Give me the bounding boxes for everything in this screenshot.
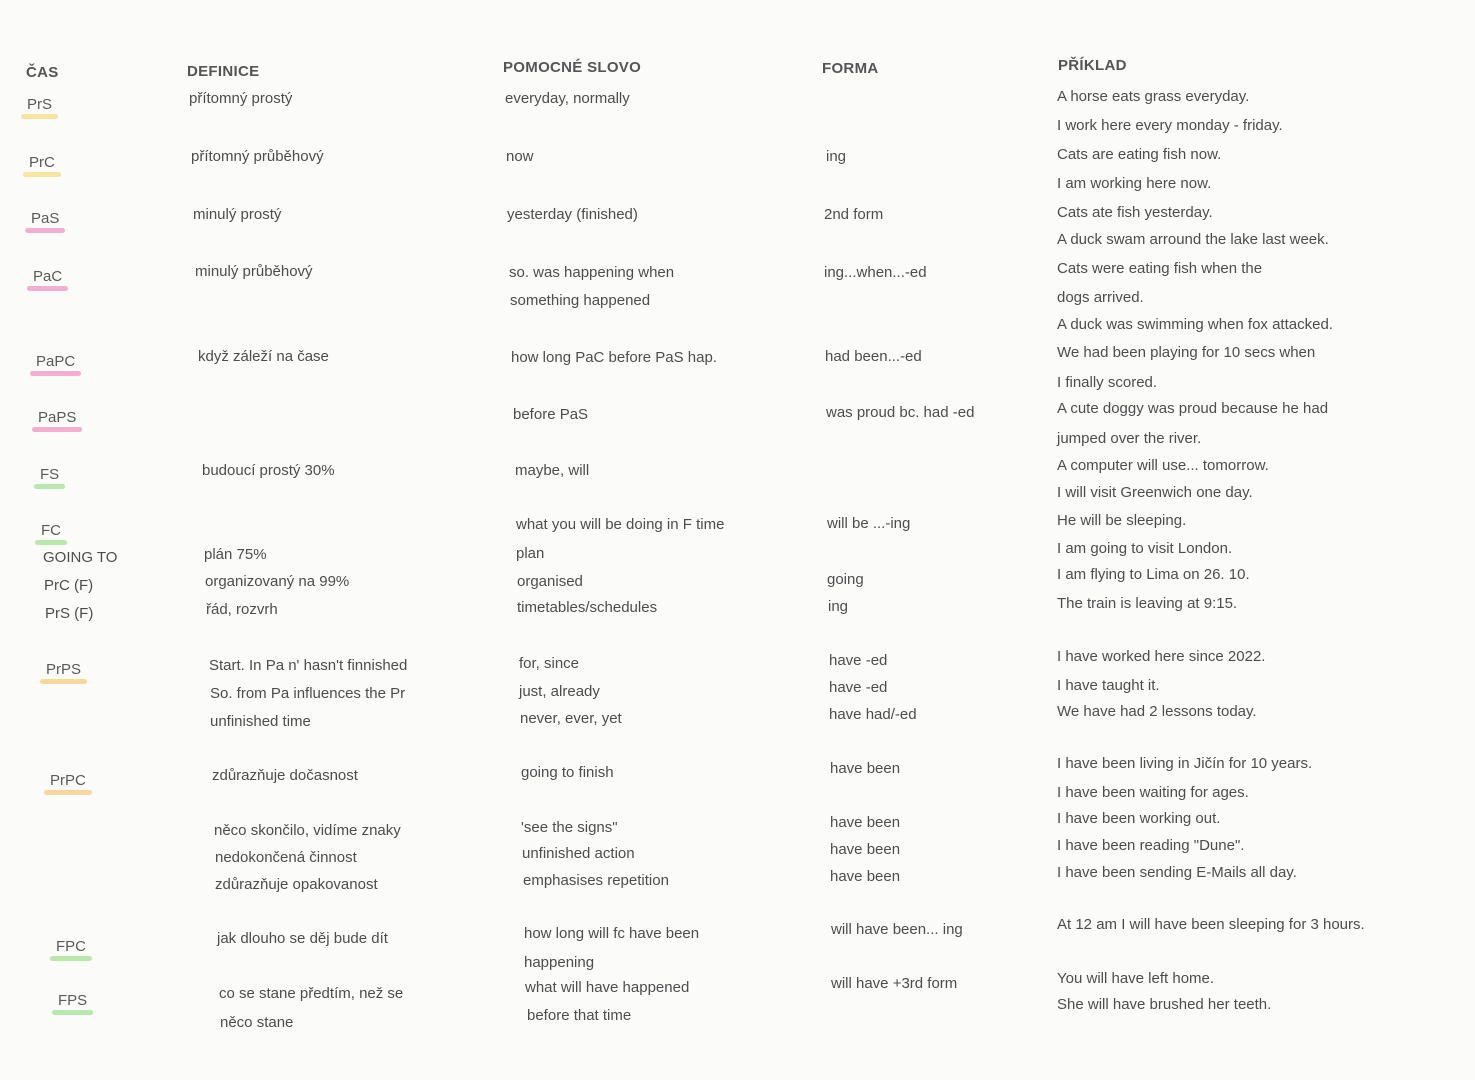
forma-cell: have been: [830, 814, 901, 831]
forma-cell: have been: [830, 841, 901, 858]
pomocne-cell: going to finish: [521, 764, 614, 781]
definice-cell: minulý prostý: [193, 206, 282, 223]
pomocne-cell: 'see the signs": [521, 819, 618, 836]
priklad-cell: A horse eats grass everyday.: [1057, 88, 1250, 105]
definice-cell: něco skončilo, vidíme znaky: [214, 822, 401, 839]
tense-label: PaS: [31, 210, 59, 227]
definice-cell: organizovaný na 99%: [205, 573, 350, 590]
forma-cell: have had/-ed: [829, 706, 917, 723]
definice-cell: když záleží na čase: [198, 348, 329, 365]
definice-cell: jak dlouho se děj bude dít: [217, 930, 388, 947]
definice-cell: řád, rozvrh: [206, 601, 278, 618]
definice-cell: přítomný průběhový: [191, 148, 324, 165]
header-cas: ČAS: [26, 64, 59, 81]
pomocne-cell: unfinished action: [522, 845, 635, 862]
priklad-cell: I have been reading "Dune".: [1057, 837, 1245, 854]
sub-tense-label: PrC (F): [44, 577, 94, 594]
forma-cell: have -ed: [829, 679, 888, 696]
pomocne-cell: so. was happening when: [509, 264, 675, 281]
priklad-cell: A duck swam arround the lake last week.: [1057, 231, 1329, 248]
priklad-cell: I am working here now.: [1057, 175, 1212, 192]
priklad-cell: A duck was swimming when fox attacked.: [1057, 316, 1333, 333]
tense-label: PaC: [33, 268, 62, 285]
highlighter-mark: [32, 427, 82, 432]
definice-cell: co se stane předtím, než se: [219, 985, 404, 1002]
pomocne-cell: how long PaC before PaS hap.: [511, 349, 717, 366]
tense-label: PaPC: [36, 353, 75, 370]
priklad-cell: You will have left home.: [1057, 970, 1215, 987]
header-definice: DEFINICE: [187, 63, 260, 80]
pomocne-cell: happening: [524, 954, 595, 971]
priklad-cell: I have been waiting for ages.: [1057, 784, 1249, 801]
highlighter-mark: [50, 956, 92, 961]
definice-cell: minulý průběhový: [195, 263, 313, 280]
tense-label: PrC: [29, 154, 55, 171]
priklad-cell: jumped over the river.: [1057, 430, 1202, 447]
priklad-cell: At 12 am I will have been sleeping for 3 hours.: [1057, 916, 1365, 933]
highlighter-mark: [25, 228, 65, 233]
forma-cell: ing: [828, 598, 849, 615]
tense-label: FS: [40, 466, 59, 483]
priklad-cell: He will be sleeping.: [1057, 512, 1187, 529]
definice-cell: plán 75%: [204, 546, 267, 563]
definice-cell: zdůrazňuje dočasnost: [212, 767, 358, 784]
forma-cell: ing: [826, 148, 847, 165]
priklad-cell: dogs arrived.: [1057, 289, 1144, 306]
definice-cell: nedokončená činnost: [215, 849, 357, 866]
forma-cell: have been: [830, 760, 901, 777]
pomocne-cell: something happened: [510, 292, 651, 309]
sub-tense-label: GOING TO: [43, 549, 118, 566]
pomocne-cell: before PaS: [513, 406, 589, 423]
highlighter-mark: [44, 790, 92, 795]
priklad-cell: I finally scored.: [1057, 374, 1158, 391]
tense-label: PrPC: [50, 772, 86, 789]
priklad-cell: A cute doggy was proud because he had: [1057, 400, 1329, 417]
priklad-cell: She will have brushed her teeth.: [1057, 996, 1272, 1013]
pomocne-cell: before that time: [527, 1007, 632, 1024]
pomocne-cell: now: [506, 148, 534, 165]
definice-cell: So. from Pa influences the Pr: [210, 685, 406, 702]
header-pomocne-slovo: POMOCNÉ SLOVO: [503, 59, 642, 76]
highlighter-mark: [21, 114, 58, 119]
definice-cell: budoucí prostý 30%: [202, 462, 335, 479]
priklad-cell: Cats were eating fish when the: [1057, 260, 1263, 277]
priklad-cell: I work here every monday - friday.: [1057, 117, 1283, 134]
header-priklad: PŘÍKLAD: [1058, 57, 1127, 74]
highlighter-mark: [52, 1010, 93, 1015]
tense-label: PrPS: [46, 661, 81, 678]
definice-cell: Start. In Pa n' hasn't finnished: [209, 657, 408, 674]
priklad-cell: I am going to visit London.: [1057, 540, 1233, 557]
highlighter-mark: [34, 484, 65, 489]
priklad-cell: The train is leaving at 9:15.: [1057, 595, 1238, 612]
priklad-cell: I have been sending E-Mails all day.: [1057, 864, 1297, 881]
priklad-cell: I have been living in Jičín for 10 years.: [1057, 755, 1313, 772]
tense-label: FPC: [56, 938, 86, 955]
pomocne-cell: timetables/schedules: [517, 599, 658, 616]
pomocne-cell: everyday, normally: [505, 90, 630, 107]
forma-cell: going: [827, 571, 864, 588]
sub-tense-label: PrS (F): [45, 605, 94, 622]
forma-cell: will be ...-ing: [827, 515, 911, 532]
priklad-cell: I have taught it.: [1057, 677, 1160, 694]
pomocne-cell: yesterday (finished): [507, 206, 638, 223]
pomocne-cell: maybe, will: [515, 462, 590, 479]
tense-label: FPS: [58, 992, 87, 1009]
tense-label: PrS: [27, 96, 52, 113]
priklad-cell: Cats ate fish yesterday.: [1057, 204, 1213, 221]
highlighter-mark: [30, 371, 81, 376]
priklad-cell: I have worked here since 2022.: [1057, 648, 1266, 665]
forma-cell: have -ed: [829, 652, 888, 669]
forma-cell: had been...-ed: [825, 348, 922, 365]
pomocne-cell: never, ever, yet: [520, 710, 622, 727]
priklad-cell: I am flying to Lima on 26. 10.: [1057, 566, 1250, 583]
header-forma: FORMA: [822, 60, 879, 77]
forma-cell: ing...when...-ed: [824, 264, 927, 281]
priklad-cell: A computer will use... tomorrow.: [1057, 457, 1269, 474]
pomocne-cell: what will have happened: [525, 979, 690, 996]
tense-label: PaPS: [38, 409, 76, 426]
priklad-cell: We had been playing for 10 secs when: [1057, 344, 1316, 361]
forma-cell: will have been... ing: [831, 921, 963, 938]
highlighter-mark: [35, 540, 67, 545]
forma-cell: will have +3rd form: [831, 975, 958, 992]
definice-cell: unfinished time: [210, 713, 311, 730]
pomocne-cell: what you will be doing in F time: [516, 516, 725, 533]
definice-cell: přítomný prostý: [189, 90, 293, 107]
priklad-cell: I will visit Greenwich one day.: [1057, 484, 1253, 501]
priklad-cell: Cats are eating fish now.: [1057, 146, 1222, 163]
forma-cell: 2nd form: [824, 206, 884, 223]
priklad-cell: We have had 2 lessons today.: [1057, 703, 1257, 720]
priklad-cell: I have been working out.: [1057, 810, 1221, 827]
pomocne-cell: organised: [517, 573, 583, 590]
highlighter-mark: [40, 679, 87, 684]
pomocne-cell: emphasises repetition: [523, 872, 669, 889]
pomocne-cell: for, since: [519, 655, 580, 672]
forma-cell: was proud bc. had -ed: [826, 404, 975, 421]
pomocne-cell: just, already: [519, 683, 600, 700]
pomocne-cell: plan: [516, 545, 545, 562]
highlighter-mark: [27, 286, 68, 291]
definice-cell: něco stane: [220, 1014, 294, 1031]
definice-cell: zdůrazňuje opakovanost: [215, 876, 378, 893]
forma-cell: have been: [830, 868, 901, 885]
pomocne-cell: how long will fc have been: [524, 925, 700, 942]
highlighter-mark: [23, 172, 61, 177]
tense-label: FC: [41, 522, 61, 539]
